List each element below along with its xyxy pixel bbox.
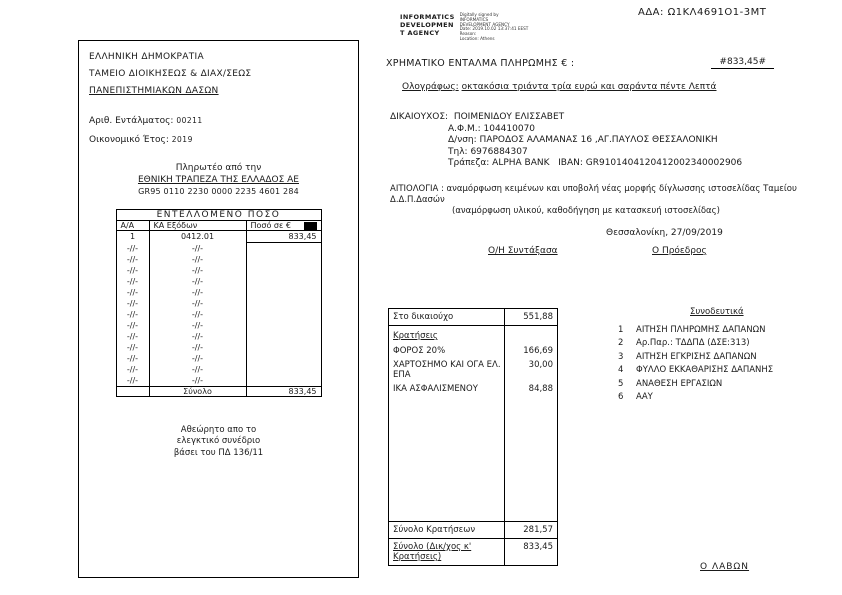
row-amount [246,265,321,276]
deductions-table [388,308,558,566]
paying-bank-name: ΕΘΝΙΚΗ ΤΡΑΠΕΖΑ ΤΗΣ ΕΛΛΑΔΟΣ ΑΕ [137,175,299,185]
amount-table-row [116,364,321,375]
issuer-republic: ΕΛΛΗΝΙΚΗ ΔΗΜΟΚΡΑΤΙΑ [89,52,204,62]
amount-table-row [116,375,321,387]
attachment-label: ΑΑΥ [636,392,653,402]
row-amount: 833,45 [246,231,321,243]
col-header-amount-label: Ποσό σε € [250,221,291,230]
issuer-fund-name-2: ΠΑΝΕΠΙΣΤΗΜΙΑΚΩΝ ΔΑΣΩΝ [89,86,219,96]
deduction-item-label: ΙΚΑ ΑΣΦΑΛΙΣΜΕΝΟΥ [393,384,478,394]
afm-row [390,124,742,136]
row-kae: -//- [149,331,246,342]
signature-preparer: Ο/Η Συντάξασα [488,246,558,256]
amount-table-row [116,254,321,265]
bank-row [390,158,742,170]
row-amount [246,243,321,254]
amount-table-row [116,231,321,243]
col-header-aa: Α/Α [116,221,149,231]
row-amount [246,331,321,342]
row-kae: -//- [149,254,246,265]
deduction-item-label: ΦΟΡΟΣ 20% [393,346,446,356]
amount-table-row [116,265,321,276]
total-label: Σύνολο [149,386,246,396]
deductions-spacer [389,396,557,521]
attachments-panel [618,306,773,405]
attachment-item [618,351,773,365]
row-amount [246,364,321,375]
attachment-label: ΑΙΤΗΣΗ ΠΛΗΡΩΜΗΣ ΔΑΠΑΝΩΝ [636,324,766,335]
col-header-kae: ΚΑ Εξόδων [149,221,246,231]
row-aa: -//- [116,342,149,353]
row-aa: -//- [116,320,149,331]
attachment-number: 6 [618,392,624,402]
deductions-total-row [389,521,557,538]
warrant-title: ΧΡΗΜΑΤΙΚΟ ΕΝΤΑΛΜΑ ΠΛΗΡΩΜΗΣ € : [386,58,575,69]
fiscal-year-value: 2019 [171,135,193,144]
grand-total-value: 833,45 [523,542,553,552]
amount-table-row [116,298,321,309]
deduction-item-value: 30,00 [528,360,553,370]
row-amount [246,309,321,320]
place-date: Θεσσαλονίκη, 27/09/2019 [606,228,723,238]
issuer-panel [78,40,359,578]
grand-total-label: Σύνολο (Δικ/χος κ' Κρατήσεις) [393,542,472,562]
attachments-list [618,324,773,405]
warrant-title-row [386,57,774,69]
warrant-number-label: Αριθ. Εντάλματος: [89,116,174,126]
audit-footnote-line3: βάσει του ΠΔ 136/11 [173,447,264,458]
deduction-item-row [389,344,557,358]
net-to-beneficiary-value: 551,88 [523,312,553,322]
row-kae: -//- [149,353,246,364]
reason-block [390,184,842,217]
stamp-agency-name: INFORMATICS DEVELOPMEN T AGENCY [400,13,455,37]
ordered-amount-table [116,209,322,397]
row-kae: -//- [149,298,246,309]
signature-receiver: Ο ΛΑΒΩΝ [700,562,750,572]
deductions-header: Κρατήσεις [393,331,438,341]
address-label: Δ/νση: [448,135,477,145]
attachment-label: ΦΥΛΛΟ ΕΚΚΑΘΑΡΙΣΗΣ ΔΑΠΑΝΗΣ [636,365,774,375]
signature-president: Ο Πρόεδρος [652,246,707,256]
net-to-beneficiary-label: Στο δικαιούχο [393,312,454,322]
beneficiary-row [390,112,742,124]
phone-value: 6976884307 [470,146,528,157]
reason-label: ΑΙΤΙΟΛΟΓΙΑ : [390,184,444,194]
amount-table-row [116,331,321,342]
row-aa: 1 [116,231,149,243]
amount-table-row [116,353,321,364]
paying-bank-iban: GR95 0110 2230 0000 2235 4601 284 [138,187,299,196]
amount-table-title: ΕΝΤΕΛΛΟΜΕΝΟ ΠΟΣΟ [116,210,321,221]
row-amount [246,320,321,331]
digital-signature-stamp [400,13,528,42]
phone-row [390,147,742,159]
attachment-item [618,324,773,338]
row-kae: 0412.01 [149,231,246,243]
deduction-item-value: 166,69 [523,346,553,356]
attachment-number: 5 [618,378,624,389]
reason-text-1: αναμόρφωση κειμένων και υποβολή νέας μορφής δίγλωσσης ιστοσελίδας Ταμείου Δ.Δ.Π.Δασών [390,184,797,205]
row-amount [246,254,321,265]
amount-table-row [116,309,321,320]
warrant-number-value: 00211 [176,116,203,125]
warrant-amount: #833,45# [711,57,774,69]
deduction-item-row [389,382,557,396]
attachment-label: Αρ.Παρ.: ΤΔΔΠΔ (ΔΣΕ:313) [636,338,750,348]
row-kae: -//- [149,265,246,276]
reason-line2: (αναμόρφωση υλικού, καθοδήγηση με κατασκευή ιστοσελίδας) [452,206,720,216]
in-words-label: Ολογράφως: [402,82,459,92]
total-value: 833,45 [246,386,321,396]
row-kae: -//- [149,276,246,287]
beneficiary-block [390,112,742,170]
row-amount [246,276,321,287]
row-aa: -//- [116,276,149,287]
afm-label: Α.Φ.Μ.: [448,123,481,134]
attachment-label: ΑΙΤΗΣΗ ΕΓΚΡΙΣΗΣ ΔΑΠΑΝΩΝ [636,351,757,362]
row-kae: -//- [149,243,246,254]
row-kae: -//- [149,375,246,387]
audit-footnote [89,425,348,460]
deductions-total-value: 281,57 [523,525,553,535]
row-kae: -//- [149,342,246,353]
payable-block [89,162,348,198]
amount-table-total-row [116,386,321,396]
row-aa: -//- [116,254,149,265]
row-kae: -//- [149,309,246,320]
row-kae: -//- [149,320,246,331]
amount-table-row [116,287,321,298]
phone-label: Τηλ: [448,146,468,157]
iban-value: GR9101404120412002340002906 [585,158,743,168]
row-amount [246,375,321,387]
amount-table-body [116,231,321,387]
row-aa: -//- [116,243,149,254]
beneficiary-label: ΔΙΚΑΙΟΥΧΟΣ: [390,112,449,122]
grand-total-row [389,538,557,565]
issuer-fund-name: ΤΑΜΕΙΟ ΔΙΟΙΚΗΣΕΩΣ & ΔΙΑΧ/ΣΕΩΣ [89,69,252,79]
deduction-item-value: 84,88 [528,384,553,394]
in-words-text: οκτακόσια τριάντα τρία ευρώ και σαράντα πέντε Λεπτά [461,82,717,92]
amount-table-row [116,276,321,287]
net-to-beneficiary-row [389,309,557,326]
attachment-item [618,391,773,405]
attachment-item [618,378,773,392]
row-kae: -//- [149,364,246,375]
col-header-amount [246,221,321,231]
address-row [390,135,742,147]
deductions-total-label: Σύνολο Κρατήσεων [393,525,476,535]
audit-footnote-line2: ελεγκτικό συνέδριο [176,436,261,446]
payable-label: Πληρωτέο από την [175,163,262,173]
row-amount [246,287,321,298]
row-amount [246,342,321,353]
ada-code: ΑΔΑ: Ω1ΚΛ4691Ο1-3ΜΤ [638,7,767,18]
row-aa: -//- [116,331,149,342]
iban-label: IBAN: [558,158,583,168]
amount-table-row [116,342,321,353]
amount-table-row [116,320,321,331]
amount-in-words-row [402,82,717,92]
deduction-item-label: ΧΑΡΤΟΣΗΜΟ ΚΑΙ ΟΓΑ ΕΛ. ΕΠΑ [393,360,501,380]
row-kae: -//- [149,287,246,298]
deduction-items [389,344,557,396]
stamp-signature-details: Digitally signed by INFORMATICS DEVELOPMENT AGENCY Date: 2019.10.02 13:37:41 EEST Reason: Location: Athens [459,12,529,41]
attachment-number: 1 [618,324,624,335]
attachment-label: ΑΝΑΘΕΣΗ ΕΡΓΑΣΙΩΝ [636,378,723,389]
attachment-item [618,337,773,351]
row-aa: -//- [116,364,149,375]
row-aa: -//- [116,298,149,309]
fiscal-year-row [89,132,348,148]
row-aa: -//- [116,309,149,320]
attachment-item [618,364,773,378]
address-value: ΠΑΡΟΔΟΣ ΑΛΑΜΑΝΑΣ 16 ,ΑΓ.ΠΑΥΛΟΣ ΘΕΣΣΑΛΟΝΙΚΗ [479,135,718,145]
row-aa: -//- [116,265,149,276]
row-aa: -//- [116,353,149,364]
deduction-item-row [389,358,557,382]
row-amount [246,353,321,364]
beneficiary-name: ΠΟΙΜΕΝΙΔΟΥ ΕΛΙΣΣΑΒΕΤ [453,112,565,122]
attachment-number: 4 [618,365,624,375]
row-aa: -//- [116,375,149,387]
redaction-mark [304,222,317,230]
deductions-column-divider [504,309,505,565]
row-amount [246,298,321,309]
fiscal-year-label: Οικονομικό Έτος: [89,135,169,145]
warrant-number-row [89,113,348,129]
reason-line1 [390,184,842,206]
attachments-header: Συνοδευτικά [690,307,744,317]
row-aa: -//- [116,287,149,298]
afm-value: 104410070 [483,123,536,134]
attachment-number: 3 [618,351,624,362]
amount-table-row [116,243,321,254]
attachment-number: 2 [618,338,624,348]
audit-footnote-line1: Αθεώρητο απο το [180,424,257,435]
bank-label: Τράπεζα: [448,158,490,168]
bank-value: ALPHA BANK [492,158,550,168]
